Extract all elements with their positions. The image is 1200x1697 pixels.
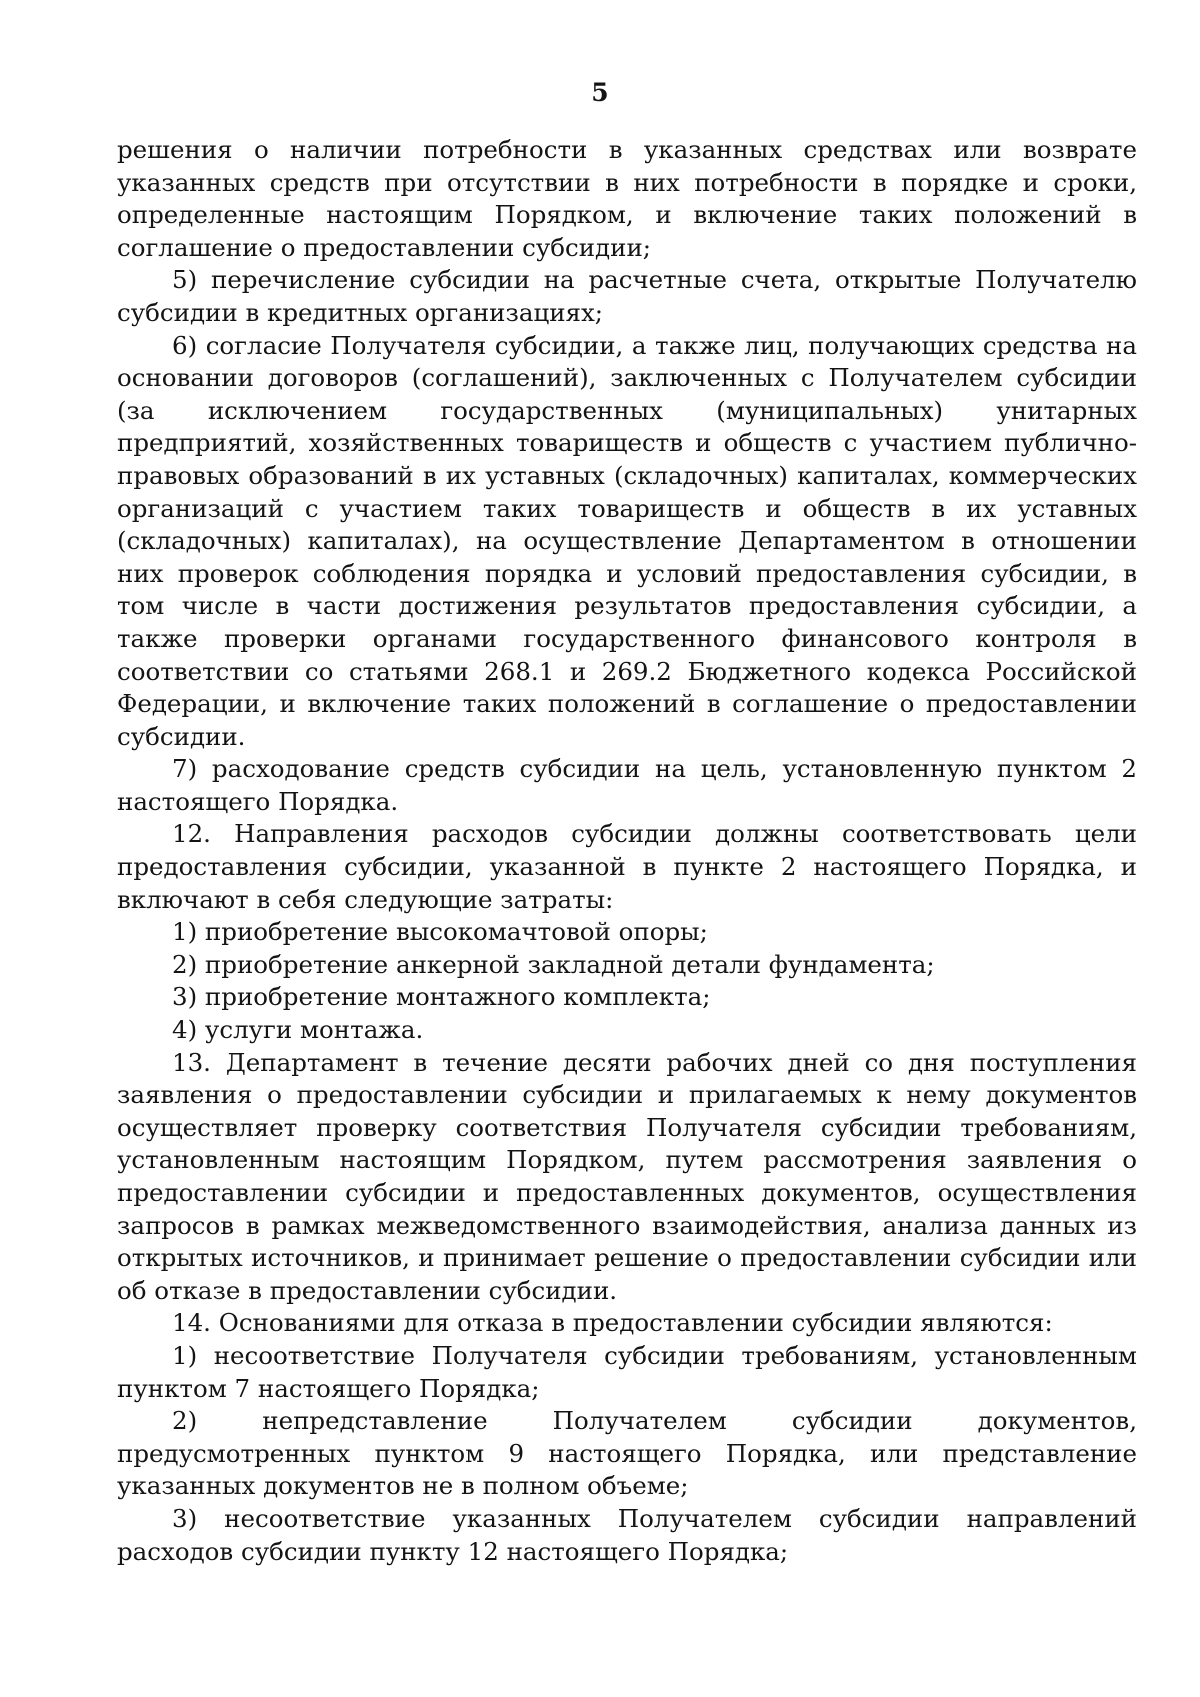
paragraph: 13. Департамент в течение десяти рабочих дней со дня поступления заявления о предоставлении субсидии и прилагаемых к нему документов осуществляет проверку соответствия Получателя субсидии требованиям, установленным настоящим Порядком, путем рассмотрения заявления о предоставлении субсидии и предоставленных документов, осуществления запросов в рамках межведомственного взаимодействия, анализа данных из открытых источников, и принимает решение о предоставлении субсидии или об отказе в предоставлении субсидии.: [117, 1047, 1137, 1305]
paragraph: 2) приобретение анкерной закладной детали фундамента;: [172, 949, 935, 979]
paragraph: решения о наличии потребности в указанных средствах или возврате указанных средств при отсутствии в них потребности в порядке и сроки, определенные настоящим Порядком, и включение таких положений в соглашение о предоставлении субсидии;: [117, 135, 1137, 262]
document-body: [117, 134, 1137, 1568]
paragraph: 14. Основаниями для отказа в предоставлении субсидии являются:: [172, 1308, 1053, 1338]
paragraph: 4) услуги монтажа.: [172, 1015, 424, 1045]
paragraph: 3) несоответствие указанных Получателем субсидии направлений расходов субсидии пункту 12 настоящего Порядка;: [117, 1503, 1137, 1566]
page-number: 5: [591, 78, 609, 107]
paragraph: 6) согласие Получателя субсидии, а также лиц, получающих средства на основании договоров (соглашений), заключенных с Получателем субсидии (за исключением государственных (муниципальных) унитарных предприятий, хозяйственных товариществ и обществ с участием публично-правовых образований в их уставных (складочных) капиталах, коммерческих организаций с участием таких товариществ и обществ в их уставных (складочных) капиталах), на осуществление Департаментом в отношении них проверок соблюдения порядка и условий предоставления субсидии, в том числе в части достижения результатов предоставления субсидии, а также проверки органами государственного финансового контроля в соответствии со статьями 268.1 и 269.2 Бюджетного кодекса Российской Федерации, и включение таких положений в соглашение о предоставлении субсидии.: [117, 330, 1137, 751]
paragraph: 12. Направления расходов субсидии должны соответствовать цели предоставления субсидии, указанной в пункте 2 настоящего Порядка, и включают в себя следующие затраты:: [117, 819, 1137, 914]
paragraph: 1) приобретение высокомачтовой опоры;: [172, 917, 708, 947]
paragraph: 2) непредставление Получателем субсидии документов, предусмотренных пунктом 9 настоящего Порядка, или представление указанных документов не в полном объеме;: [117, 1406, 1137, 1501]
paragraph: 7) расходование средств субсидии на цель, установленную пунктом 2 настоящего Порядка.: [117, 754, 1137, 816]
paragraph: 3) приобретение монтажного комплекта;: [172, 982, 711, 1012]
paragraph: 5) перечисление субсидии на расчетные счета, открытые Получателю субсидии в кредитных организациях;: [117, 265, 1137, 327]
paragraph: 1) несоответствие Получателя субсидии требованиям, установленным пунктом 7 настоящего Порядка;: [117, 1340, 1137, 1403]
